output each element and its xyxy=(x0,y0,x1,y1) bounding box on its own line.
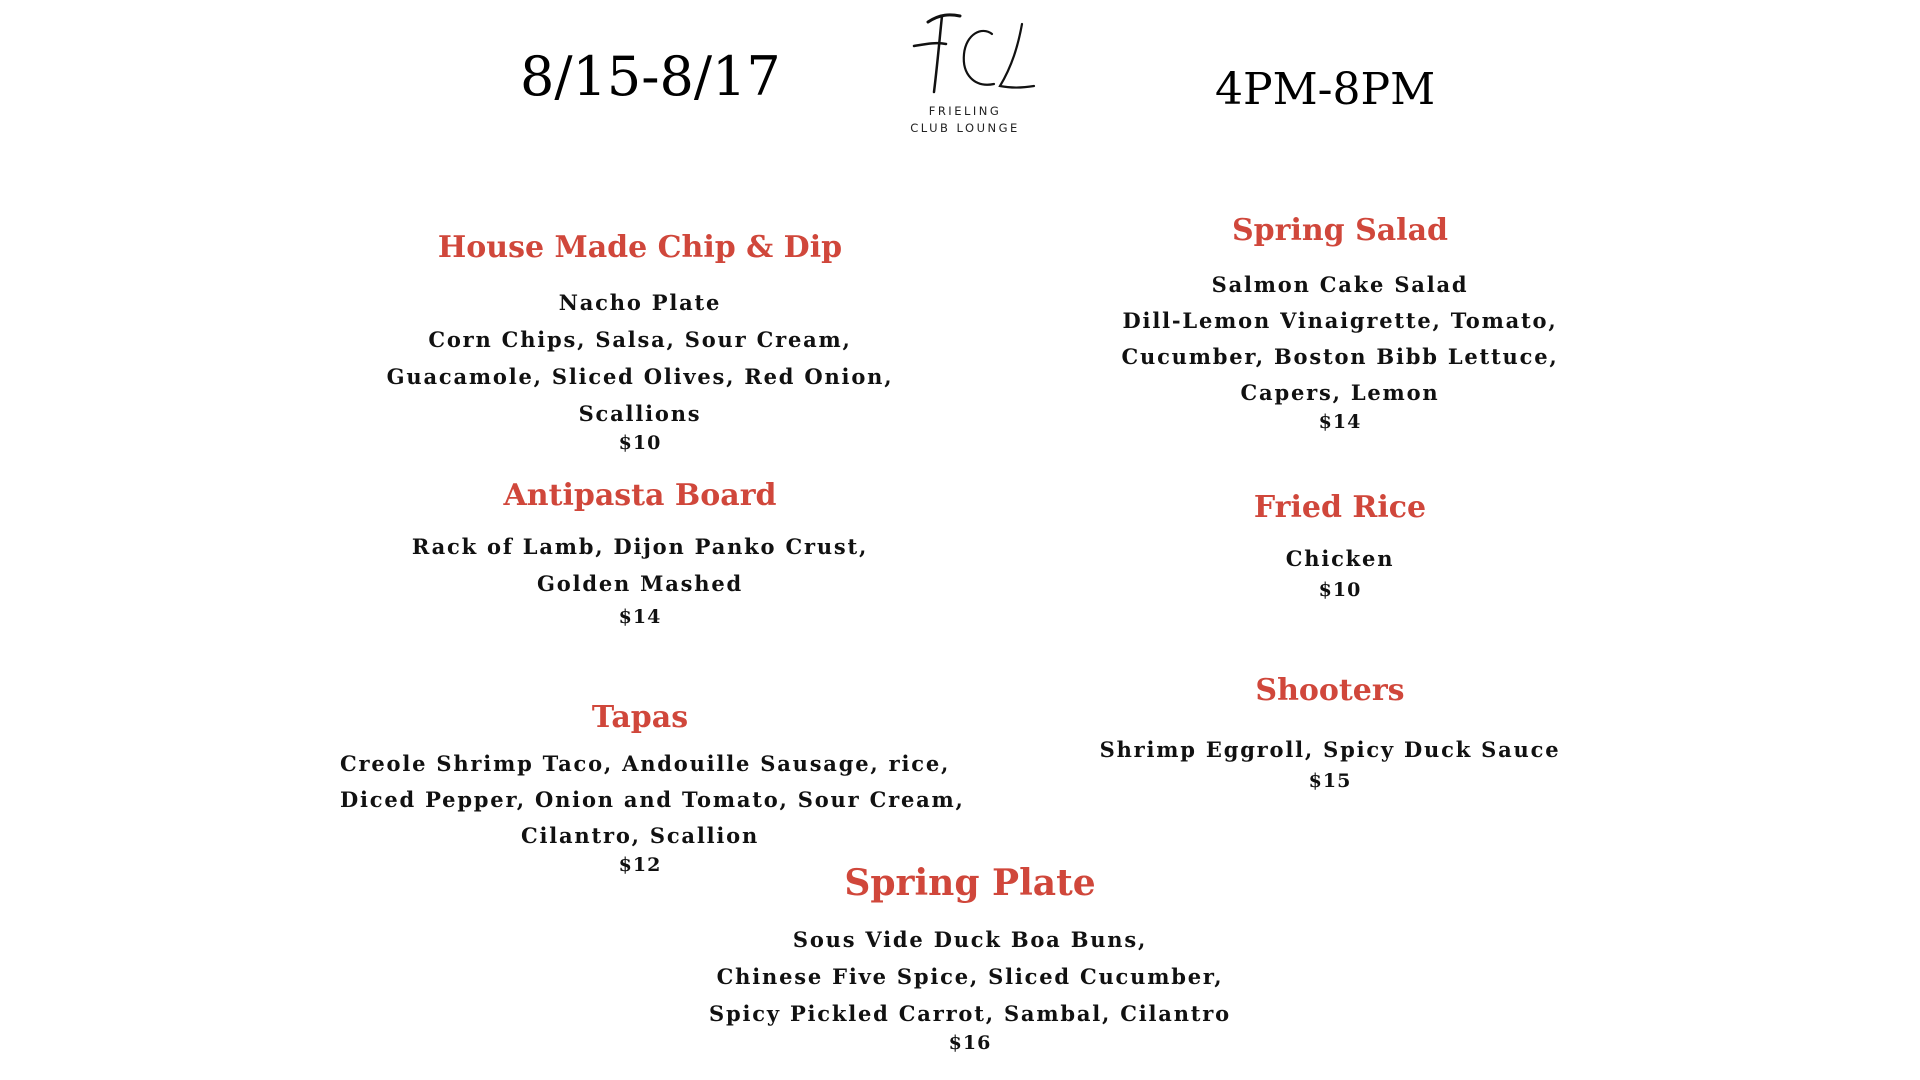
description-line: Capers, Lemon xyxy=(1240,380,1440,405)
description-line: Nacho Plate xyxy=(558,290,722,315)
item-price: $14 xyxy=(1318,411,1362,433)
item-description xyxy=(380,528,900,602)
item-price: $10 xyxy=(618,432,662,454)
section-title: Fried Rice xyxy=(1253,490,1427,525)
description-line: Guacamole, Sliced Olives, Red Onion, xyxy=(386,364,894,389)
description-line: Corn Chips, Salsa, Sour Cream, xyxy=(428,327,852,352)
description-line: Scallions xyxy=(578,401,702,426)
description-line: Chinese Five Spice, Sliced Cucumber, xyxy=(716,964,1224,990)
section-title: Spring Plate xyxy=(844,862,1096,904)
description-line: Shrimp Eggroll, Spicy Duck Sauce xyxy=(1099,737,1561,762)
item-price: $10 xyxy=(1318,579,1362,601)
item-description xyxy=(380,284,900,432)
section-title: House Made Chip & Dip xyxy=(437,230,843,265)
section-title: Shooters xyxy=(1255,673,1405,708)
description-line: Chicken xyxy=(1285,546,1395,571)
section-title: Spring Salad xyxy=(1232,213,1448,248)
item-price: $14 xyxy=(618,606,662,628)
description-line: Dill-Lemon Vinaigrette, Tomato, xyxy=(1122,308,1558,333)
description-line: Creole Shrimp Taco, Andouille Sausage, rice, xyxy=(340,751,951,776)
section-tapas xyxy=(340,700,965,876)
logo xyxy=(890,4,1040,136)
section-title: Antipasta Board xyxy=(503,478,777,513)
item-description xyxy=(1100,540,1580,577)
description-line: Diced Pepper, Onion and Tomato, Sour Cream, xyxy=(340,787,965,812)
item-description xyxy=(690,921,1250,1032)
description-line: Golden Mashed xyxy=(537,571,743,596)
section-title: Tapas xyxy=(591,700,689,735)
header-dates: 8/15-8/17 xyxy=(520,45,781,108)
description-line: Cucumber, Boston Bibb Lettuce, xyxy=(1121,344,1559,369)
item-description xyxy=(1100,267,1580,411)
section-fried-rice xyxy=(1100,490,1580,601)
logo-line-2: CLUB LOUNGE xyxy=(910,121,1020,135)
description-line: Cilantro, Scallion xyxy=(520,823,760,848)
item-description xyxy=(1090,731,1570,768)
section-shooters xyxy=(1090,673,1570,792)
description-line: Sous Vide Duck Boa Buns, xyxy=(792,927,1148,953)
description-line: Spicy Pickled Carrot, Sambal, Cilantro xyxy=(709,1001,1231,1027)
logo-line-1: FRIELING xyxy=(928,104,1002,118)
item-description xyxy=(340,746,965,854)
description-line: Rack of Lamb, Dijon Panko Crust, xyxy=(411,534,869,559)
section-chip-dip xyxy=(380,230,900,454)
item-price: $12 xyxy=(618,854,662,876)
section-spring-salad xyxy=(1100,213,1580,433)
section-antipasta xyxy=(380,478,900,628)
fcl-monogram-icon xyxy=(890,4,1040,104)
description-line: Salmon Cake Salad xyxy=(1211,272,1469,297)
header-hours: 4PM-8PM xyxy=(1215,64,1436,115)
section-spring-plate xyxy=(690,862,1250,1054)
item-price: $16 xyxy=(948,1032,992,1055)
item-price: $15 xyxy=(1308,770,1352,792)
